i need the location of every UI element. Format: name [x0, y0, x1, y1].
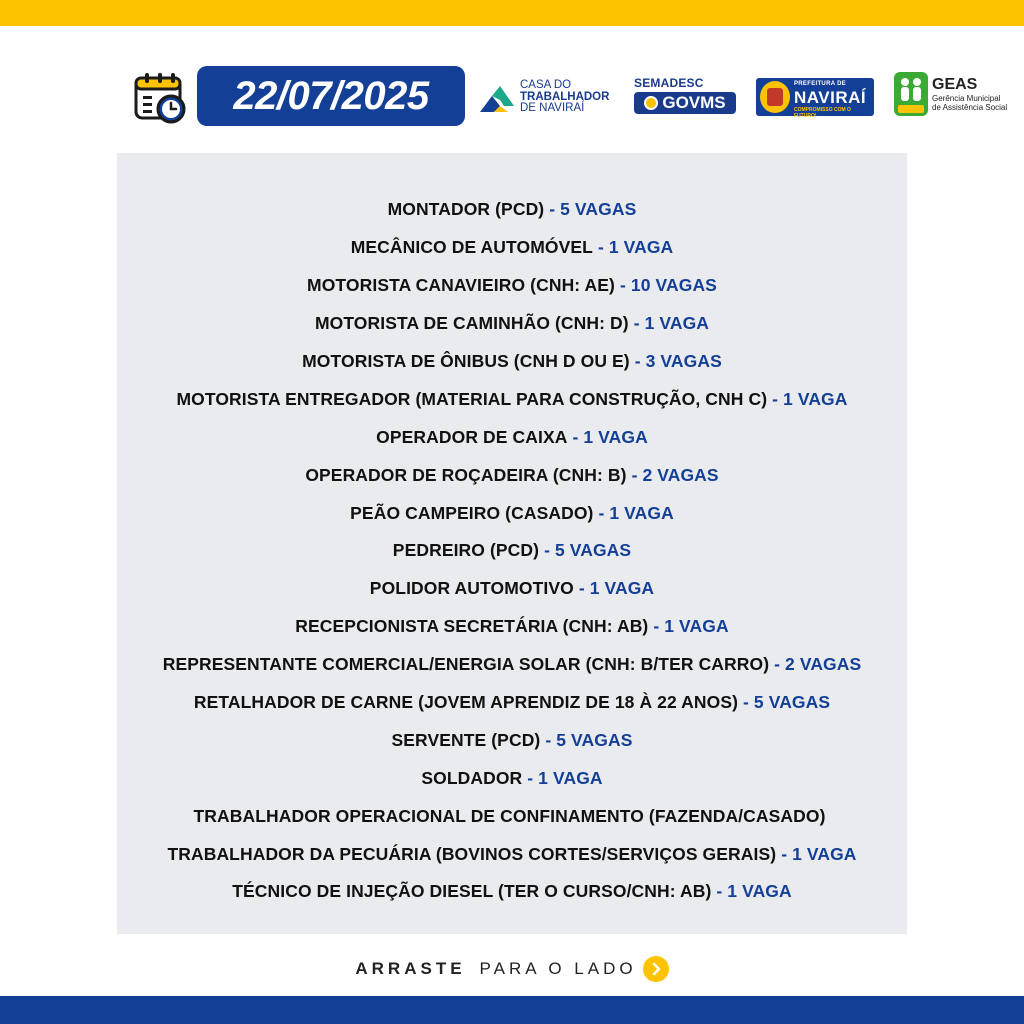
- job-title: MONTADOR (PCD): [387, 199, 545, 220]
- geas-people-icon: [894, 72, 928, 116]
- job-title: POLIDOR AUTOMOTIVO: [369, 578, 574, 599]
- job-vacancies: - 1 VAGA: [781, 843, 857, 864]
- casa-logo-line3: DE NAVIRAÍ: [520, 102, 585, 114]
- job-item: [117, 380, 907, 418]
- casa-logo-mark-icon: [478, 84, 516, 114]
- job-title: MECÂNICO DE AUTOMÓVEL: [350, 237, 593, 258]
- job-title: MOTORISTA CANAVIEIRO (CNH: AE): [307, 275, 615, 296]
- job-item: [117, 191, 907, 229]
- job-item: [117, 343, 907, 381]
- semadesc-label: SEMADESC: [634, 76, 704, 90]
- job-vacancies: - 5 VAGAS: [545, 729, 633, 750]
- geas-sub-line1: Gerência Municipal: [932, 94, 1001, 103]
- job-vacancies: - 5 VAGAS: [549, 199, 637, 220]
- job-item: [117, 608, 907, 646]
- navirai-tagline: COMPROMISSO COM O FUTURO!: [794, 107, 851, 119]
- job-vacancies: - 1 VAGA: [597, 237, 674, 258]
- job-title: MOTORISTA DE ÔNIBUS (CNH D OU E): [302, 351, 630, 371]
- geas-sub-line2: de Assistência Social: [932, 103, 1008, 112]
- job-title: TRABALHADOR DA PECUÁRIA (BOVINOS CORTES/SERVIÇOS GERAIS): [167, 843, 777, 864]
- navirai-small-label: PREFEITURA DE: [794, 81, 847, 87]
- job-title: RECEPCIONISTA SECRETÁRIA (CNH: AB): [295, 616, 649, 637]
- job-item: [117, 532, 907, 570]
- job-item: [117, 229, 907, 267]
- job-title: OPERADOR DE ROÇADEIRA (CNH: B): [305, 464, 627, 485]
- header: [0, 60, 1024, 132]
- job-item: [117, 570, 907, 608]
- job-title: OPERADOR DE CAIXA: [376, 426, 568, 447]
- job-item: [117, 418, 907, 456]
- job-vacancies: - 3 VAGAS: [634, 351, 722, 371]
- job-title: REPRESENTANTE COMERCIAL/ENERGIA SOLAR (CNH: B/TER CARRO): [162, 654, 770, 675]
- job-title: PEDREIRO (PCD): [392, 540, 540, 561]
- navirai-name: NAVIRAÍ: [794, 88, 867, 107]
- job-item: [117, 759, 907, 797]
- job-item: [117, 684, 907, 722]
- job-vacancies: - 1 VAGA: [527, 767, 603, 788]
- swipe-hint-light: PARA O LADO: [479, 959, 637, 978]
- job-vacancies: - 5 VAGAS: [544, 540, 632, 561]
- casa-do-trabalhador-logo: [478, 80, 618, 116]
- job-title: RETALHADOR DE CARNE (JOVEM APRENDIZ DE 18 À 22 ANOS): [193, 692, 739, 713]
- job-vacancies: - 1 VAGA: [633, 313, 710, 334]
- casa-logo-line2: TRABALHADOR: [520, 90, 610, 103]
- ms-seal-icon: [644, 96, 658, 110]
- chevron-right-icon[interactable]: [643, 956, 669, 982]
- swipe-hint-strong: ARRASTE: [355, 959, 466, 978]
- job-title: PEÃO CAMPEIRO (CASADO): [350, 502, 594, 523]
- swipe-hint[interactable]: [0, 955, 1024, 983]
- job-vacancies: - 1 VAGA: [598, 502, 674, 523]
- casa-logo-line1: CASA DO: [520, 79, 572, 91]
- job-item: [117, 835, 907, 873]
- job-title: SERVENTE (PCD): [391, 729, 541, 750]
- job-vacancies: - 2 VAGAS: [774, 654, 862, 675]
- job-vacancies: - 10 VAGAS: [620, 275, 717, 296]
- job-list: [117, 191, 907, 911]
- govms-label: GOVMS: [662, 93, 726, 112]
- job-item: [117, 305, 907, 343]
- job-vacancies: - 1 VAGA: [716, 881, 792, 902]
- job-item: [117, 873, 907, 911]
- job-item: [117, 646, 907, 684]
- job-list-panel: [117, 153, 907, 934]
- job-vacancies: - 5 VAGAS: [743, 692, 831, 713]
- semadesc-govms-logo: [634, 76, 738, 118]
- job-title: TÉCNICO DE INJEÇÃO DIESEL (TER O CURSO/CNH: AB): [232, 881, 712, 902]
- prefeitura-navirai-logo: [756, 78, 874, 119]
- job-item: [117, 267, 907, 305]
- job-title: MOTORISTA ENTREGADOR (MATERIAL PARA CONSTRUÇÃO, CNH C): [176, 388, 768, 409]
- job-vacancies: - 1 VAGA: [572, 426, 648, 447]
- job-item: [117, 721, 907, 759]
- job-title: SOLDADOR: [421, 767, 523, 788]
- job-vacancies: - 1 VAGA: [653, 616, 729, 637]
- job-title: MOTORISTA DE CAMINHÃO (CNH: D): [314, 313, 629, 334]
- job-item: [117, 797, 907, 835]
- navirai-crest-icon: [760, 81, 790, 113]
- date-badge: 22/07/2025: [197, 66, 465, 126]
- job-item: [117, 456, 907, 494]
- calendar-clock-icon: [133, 70, 189, 126]
- job-title: TRABALHADOR OPERACIONAL DE CONFINAMENTO (FAZENDA/CASADO): [193, 805, 826, 826]
- job-vacancies: - 1 VAGA: [578, 578, 655, 599]
- geas-title: GEAS: [932, 76, 978, 93]
- job-vacancies: - 1 VAGA: [772, 388, 848, 409]
- job-vacancies: - 2 VAGAS: [631, 464, 719, 485]
- bottom-blue-bar: [0, 996, 1024, 1024]
- job-item: [117, 494, 907, 532]
- top-yellow-bar: [0, 0, 1024, 26]
- geas-logo: [894, 72, 1014, 118]
